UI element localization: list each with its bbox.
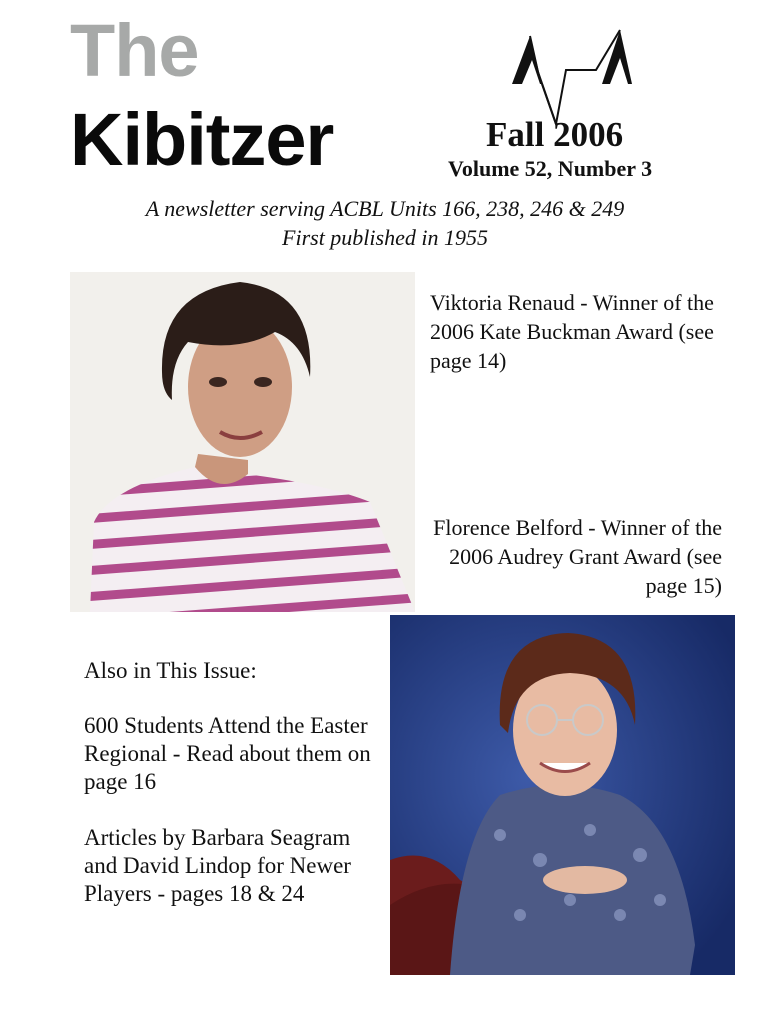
feature-caption-renaud: Viktoria Renaud - Winner of the 2006 Kate Buckman Award (see page 14) <box>430 290 714 373</box>
issue-volume: Volume 52, Number 3 <box>448 156 653 181</box>
masthead-title-the: The <box>70 9 199 92</box>
issue-season: Fall 2006 <box>486 115 624 154</box>
also-in-issue-heading: Also in This Issue: <box>84 658 257 683</box>
masthead-title-kibitzer: Kibitzer <box>70 98 334 181</box>
first-published-note: First published in 1955 <box>282 225 488 250</box>
portrait-photo-renaud <box>70 272 415 612</box>
also-in-issue-item: 600 Students Attend the Easter Regional - Read about them on page 16 <box>84 713 371 794</box>
portrait-photo-belford <box>390 615 735 975</box>
tagline: A newsletter serving ACBL Units 166, 238, 246 & 249 <box>145 196 625 221</box>
feature-caption-belford: Florence Belford - Winner of the 2006 Audrey Grant Award (see page 15) <box>433 515 722 598</box>
also-in-issue-item: Articles by Barbara Seagram and David Lindop for Newer Players - pages 18 & 24 <box>84 825 351 906</box>
abstract-triangles-logo-icon <box>508 26 640 126</box>
